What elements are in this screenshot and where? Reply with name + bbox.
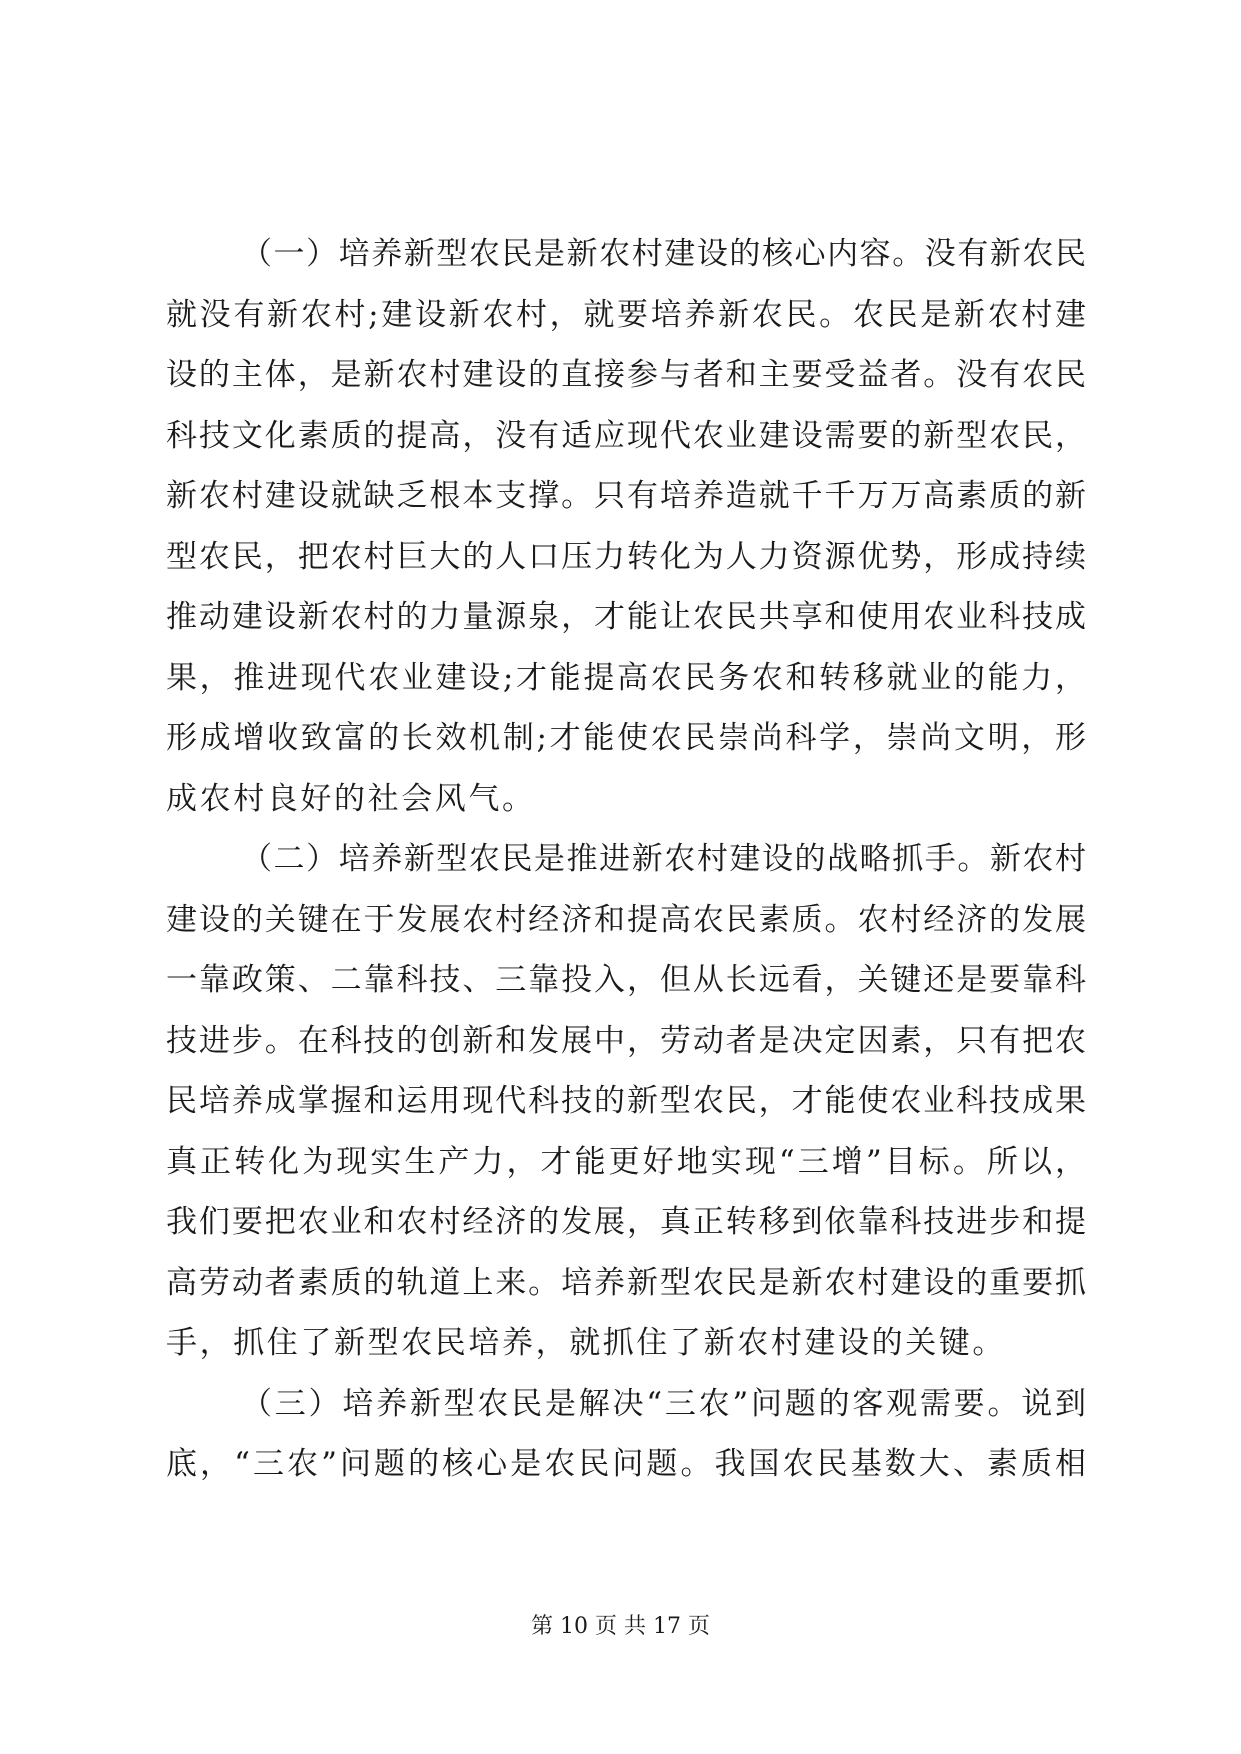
text-line-last: 手，抓住了新型农民培养，就抓住了新农村建设的关键。 [166,1325,1006,1361]
text-line: （一）培养新型农民是新农村建设的核心内容。没有新农民 [241,236,1086,272]
paragraph-2 [166,829,1086,1374]
text-line: （三）培养新型农民是解决“三农”问题的客观需要。说到 [241,1385,1086,1422]
text-line: 建设的关键在于发展农村经济和提高农民素质。农村经济的发展 [166,901,1086,938]
paragraph-3 [166,1374,1086,1495]
text-line: 就没有新农村;建设新农村，就要培养新农民。农民是新农村建 [166,296,1086,333]
text-line: 果，推进现代农业建设;才能提高农民务农和转移就业的能力， [166,659,1086,696]
page-footer [0,1612,1241,1642]
text-line-last: 成农村良好的社会风气。 [166,780,536,817]
text-line: 技进步。在科技的创新和发展中，劳动者是决定因素，只有把农 [166,1022,1086,1059]
paragraph-1 [166,224,1086,829]
text-line: 我们要把农业和农村经济的发展，真正转移到依靠科技进步和提 [166,1204,1086,1240]
text-line: 一靠政策、二靠科技、三靠投入，但从长远看，关键还是要靠科 [166,962,1086,998]
text-line: 推动建设新农村的力量源泉，才能让农民共享和使用农业科技成 [166,599,1086,635]
body-text [166,224,1086,1495]
text-line: 形成增收致富的长效机制;才能使农民崇尚科学，崇尚文明，形 [166,720,1086,756]
text-line: （二）培养新型农民是推进新农村建设的战略抓手。新农村 [241,841,1086,877]
text-line: 底，“三农”问题的核心是农民问题。我国农民基数大、素质相 [166,1446,1086,1482]
text-line: 型农民，把农村巨大的人口压力转化为人力资源优势，形成持续 [166,538,1086,575]
page-number-label: 第 10 页 共 17 页 [531,1614,710,1639]
text-line: 民培养成掌握和运用现代科技的新型农民，才能使农业科技成果 [166,1083,1086,1119]
text-line: 新农村建设就缺乏根本支撑。只有培养造就千千万万高素质的新 [166,478,1086,514]
text-line: 高劳动者素质的轨道上来。培养新型农民是新农村建设的重要抓 [166,1264,1086,1301]
text-line: 设的主体，是新农村建设的直接参与者和主要受益者。没有农民 [166,357,1086,393]
text-line: 科技文化素质的提高，没有适应现代农业建设需要的新型农民， [166,417,1086,454]
text-line: 真正转化为现实生产力，才能更好地实现“三增”目标。所以， [166,1143,1086,1180]
